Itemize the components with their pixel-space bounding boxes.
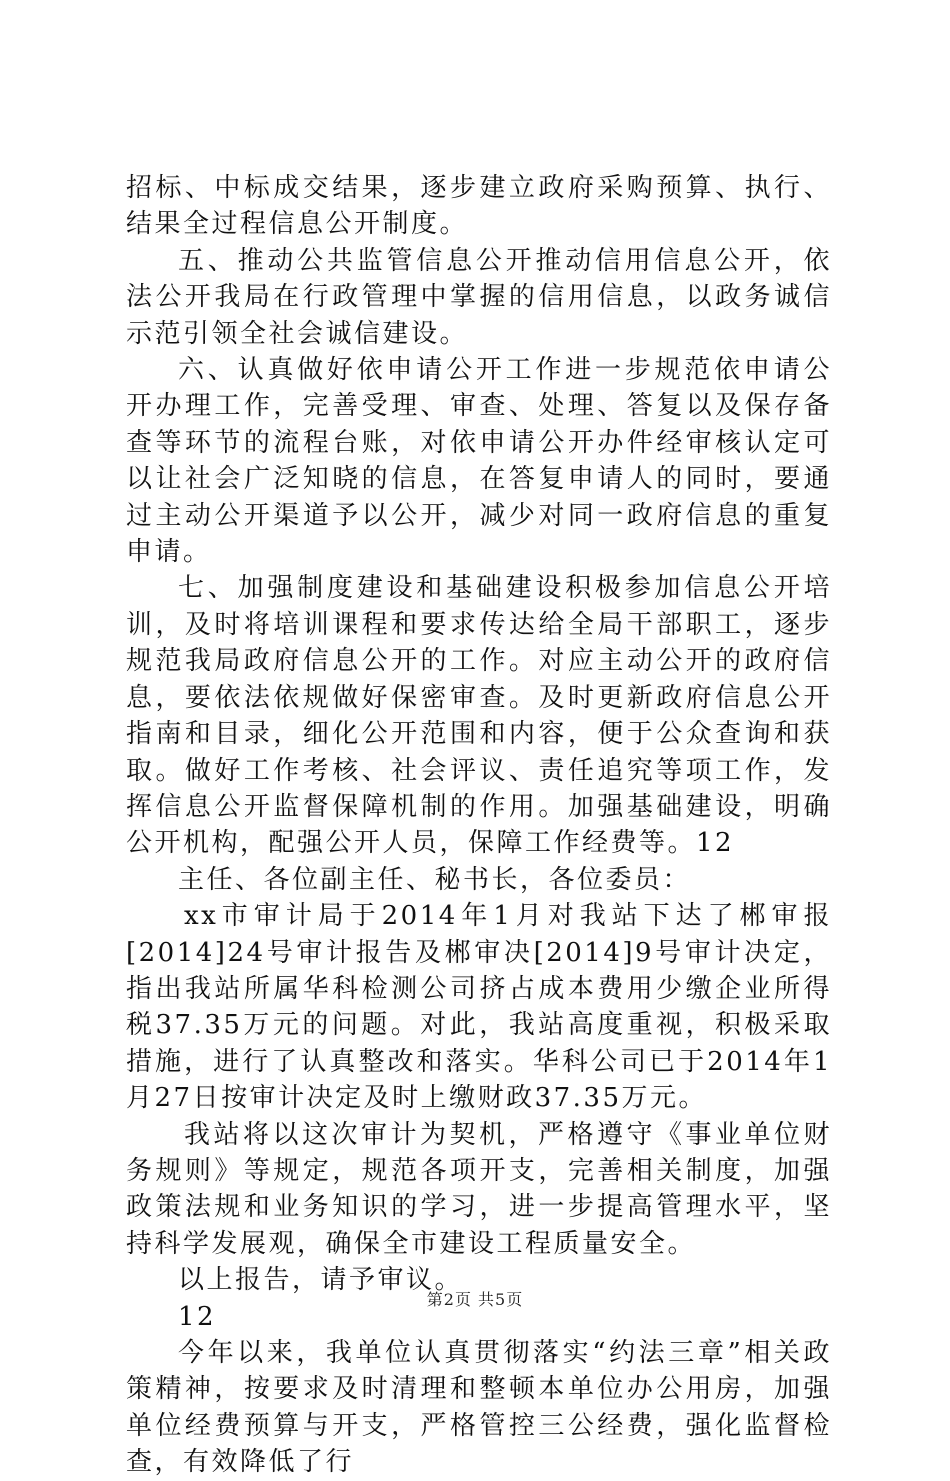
page-number-footer: 第2页 共5页 — [426, 1290, 524, 1309]
paragraph-salutation: 主任、各位副主任、秘书长，各位委员： — [178, 864, 692, 895]
paragraph-closing: 以上报告，请予审议。 — [178, 1265, 464, 1296]
paragraph-number: 12 — [178, 1301, 217, 1332]
paragraph-section-seven: 七、加强制度建设和基础建设积极参加信息公开培训，及时将培训课程和要求传达给全局干部职工，逐步规范我局政府信息公开的工作。对应主动公开的政府信息，要依法依规做好保密审查。及时更新政府信息公开指南和目录，细化公开范围和内容，便于公众查询和获取。做好工作考核、社会评议、责任追究等项工作，发挥信息公开监督保障机制的作用。加强基础建设，明确公开机构，配强公开人员，保障工作经费等。12 — [126, 573, 832, 859]
document-body — [126, 170, 832, 1481]
paragraph-section-six: 六、认真做好依申请公开工作进一步规范依申请公开办理工作，完善受理、审查、处理、答复以及保存备查等环节的流程台账，对依申请公开办件经审核认定可以让社会广泛知晓的信息，在答复申请人的同时，要通过主动公开渠道予以公开，减少对同一政府信息的重复申请。 — [126, 355, 832, 568]
paragraph-section-five: 五、推动公共监管信息公开推动信用信息公开，依法公开我局在行政管理中掌握的信用信息，以政务诚信示范引领全社会诚信建设。 — [126, 245, 832, 349]
paragraph-procurement-disclosure: 招标、中标成交结果，逐步建立政府采购预算、执行、结果全过程信息公开制度。 — [126, 173, 832, 240]
paragraph-audit-commitment: 我站将以这次审计为契机，严格遵守《事业单位财务规则》等规定，规范各项开支，完善相关制度，加强政策法规和业务知识的学习，进一步提高管理水平，坚持科学发展观，确保全市建设工程质量安全。 — [126, 1119, 832, 1259]
paragraph-work-summary: 今年以来，我单位认真贯彻落实“约法三章”相关政策精神，按要求及时清理和整顿本单位办公用房，加强单位经费预算与开支，严格管控三公经费，强化监督检查，有效降低了行 — [126, 1338, 832, 1478]
paragraph-audit-report: xx市审计局于2014年1月对我站下达了郴审报[2014]24号审计报告及郴审决[2014]9号审计决定，指出我站所属华科检测公司挤占成本费用少缴企业所得税37.35万元的问题。对此，我站高度重视，积极采取措施，进行了认真整改和落实。华科公司已于2014年1月27日按审计决定及时上缴财政37.35万元。 — [126, 901, 832, 1114]
